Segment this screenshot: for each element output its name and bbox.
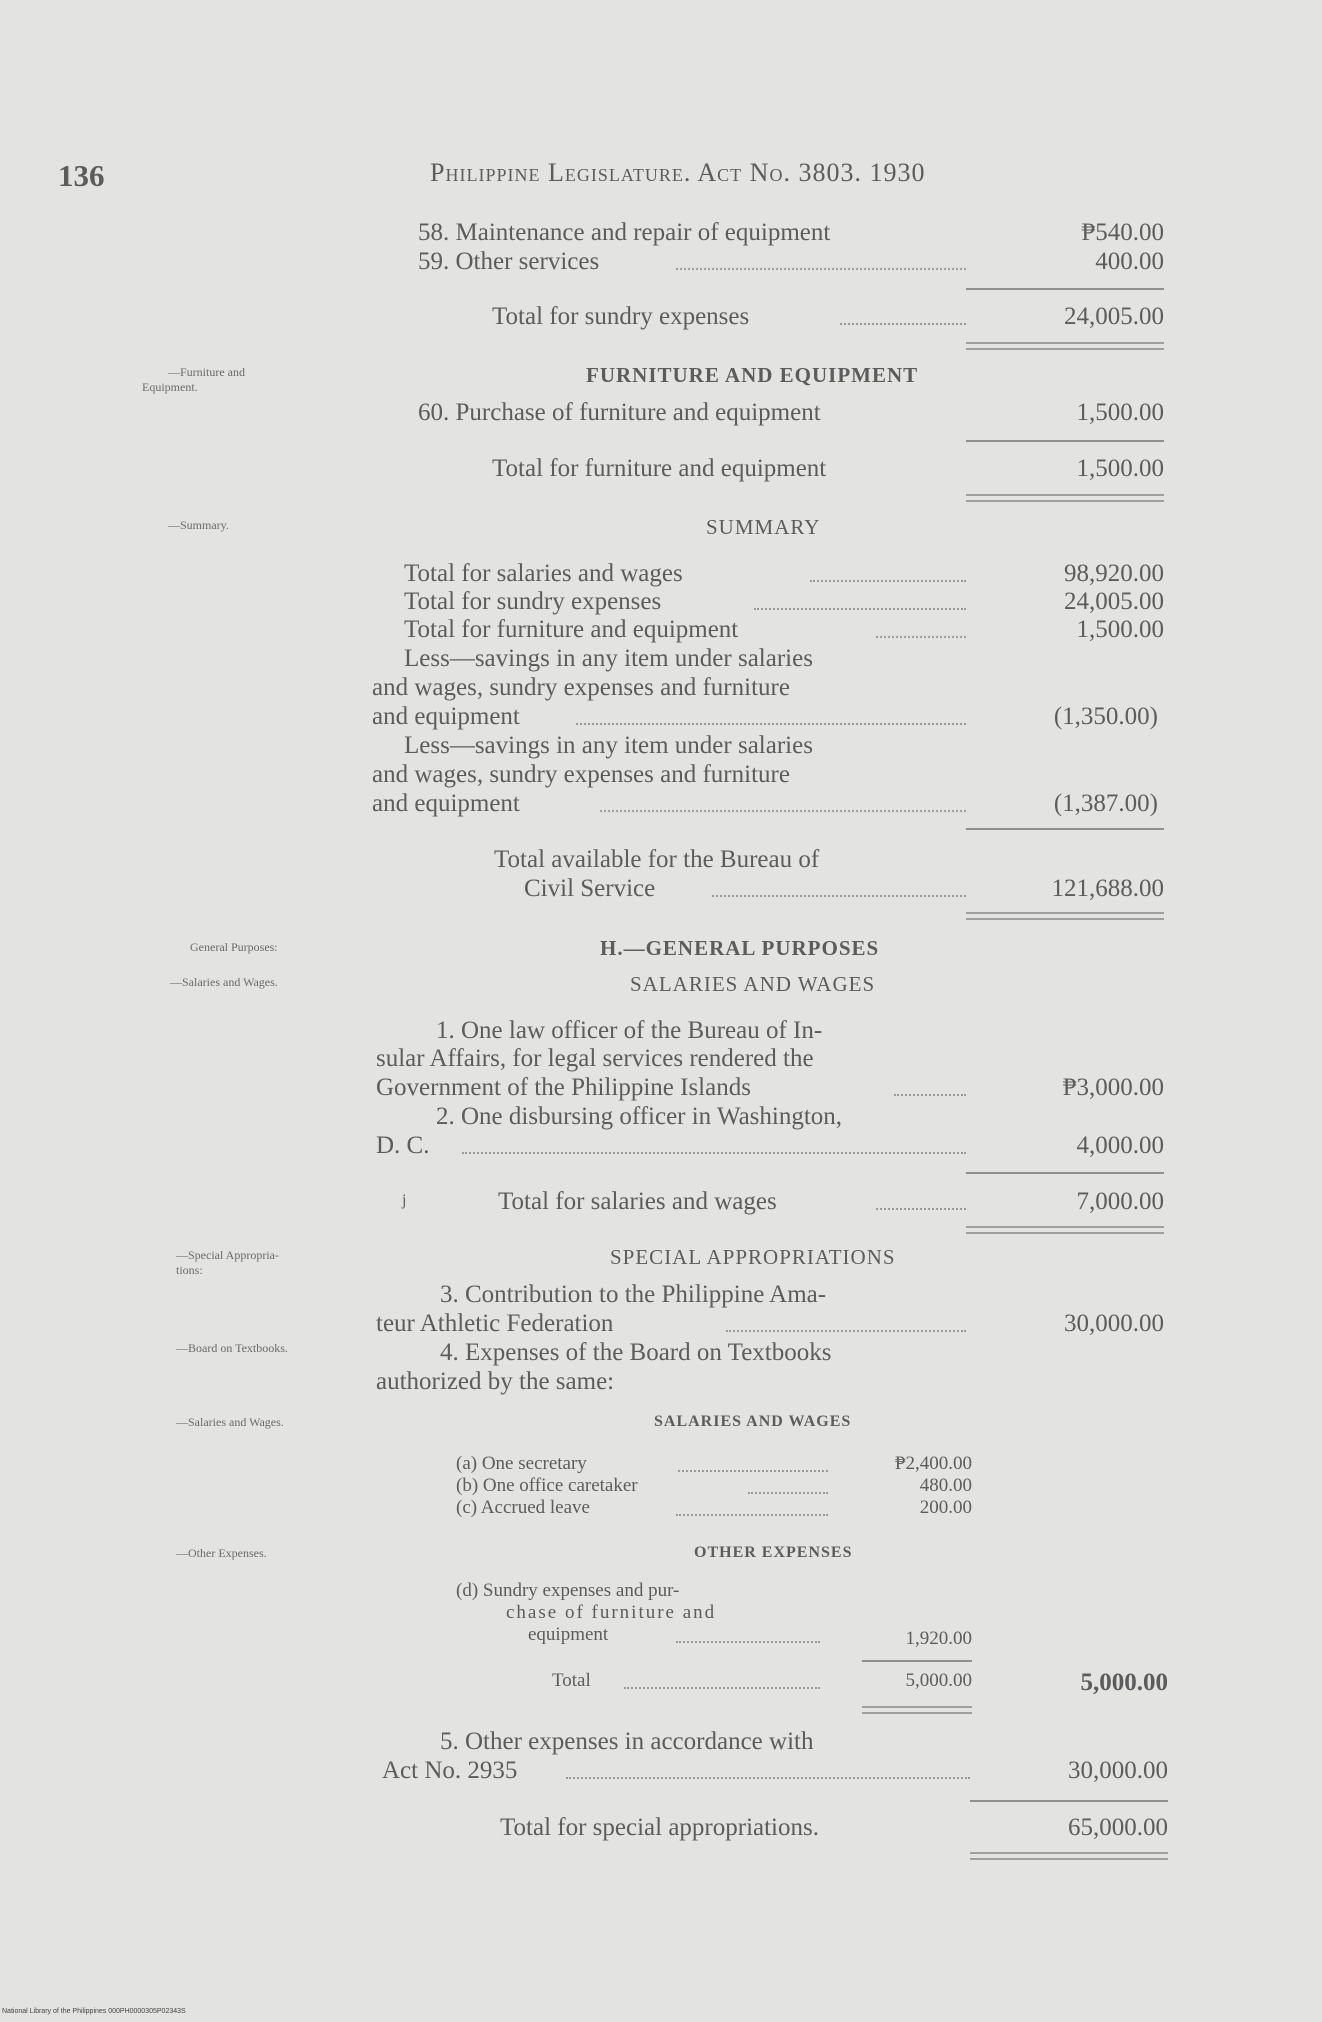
summary-less2-value: (1,387.00)	[1053, 790, 1158, 817]
total-sundry-label: Total for sundry expenses	[492, 303, 750, 330]
board-salaries-heading: SALARIES AND WAGES	[654, 1413, 852, 1430]
summary-less1-a: Less—savings in any item under salaries	[404, 645, 813, 672]
stray-mark: j	[402, 1192, 407, 1209]
summary-less1-c: and equipment	[372, 703, 520, 730]
summary-less2-c: and equipment	[372, 790, 520, 817]
margin-note-special-2: tions:	[176, 1263, 203, 1277]
margin-note-salaries-2: —Salaries and Wages.	[176, 1415, 284, 1429]
leader-dots	[678, 1470, 828, 1472]
summary-less1-b: and wages, sundry expenses and furniture	[372, 674, 790, 701]
general-item-1-value: ₱3,000.00	[1062, 1074, 1164, 1101]
sum-rule	[970, 1800, 1168, 1802]
leader-dots	[754, 608, 966, 610]
margin-note-general: General Purposes:	[190, 940, 278, 954]
summary-line-2: Total for sundry expenses	[404, 588, 662, 615]
leader-dots	[600, 810, 966, 812]
general-item-1-c: Government of the Philippine Islands	[376, 1074, 751, 1101]
board-item-d-b: chase of furniture and	[506, 1602, 717, 1623]
special-item-5-value: 30,000.00	[1068, 1757, 1168, 1784]
margin-note-furniture: —Furniture and	[168, 365, 245, 379]
summary-value-3: 1,500.00	[1076, 616, 1164, 643]
sum-rule	[966, 1172, 1164, 1174]
general-item-1-a: 1. One law officer of the Bureau of In-	[436, 1017, 823, 1044]
leader-dots	[876, 636, 966, 638]
special-item-3-b: teur Athletic Federation	[376, 1310, 614, 1337]
special-item-4-b: authorized by the same:	[376, 1368, 615, 1395]
general-total-value: 7,000.00	[1076, 1188, 1164, 1215]
leader-dots	[712, 895, 966, 897]
double-rule	[966, 494, 1164, 502]
general-item-2-b: D. C.	[376, 1132, 430, 1159]
summary-value-2: 24,005.00	[1064, 588, 1164, 615]
leader-dots	[840, 323, 966, 325]
summary-line-1: Total for salaries and wages	[404, 560, 683, 587]
summary-value-1: 98,920.00	[1064, 560, 1164, 587]
leader-dots	[894, 1094, 966, 1096]
board-total-outer: 5,000.00	[1080, 1669, 1168, 1696]
leader-dots	[676, 1514, 828, 1516]
general-item-1-b: sular Affairs, for legal services rendered the	[376, 1045, 814, 1072]
furniture-heading: FURNITURE AND EQUIPMENT	[586, 363, 919, 387]
leader-dots	[676, 268, 966, 270]
other-expenses-heading: OTHER EXPENSES	[694, 1544, 853, 1561]
summary-less2-b: and wages, sundry expenses and furniture	[372, 761, 790, 788]
general-heading: H.—GENERAL PURPOSES	[600, 936, 880, 960]
board-item-a: (a) One secretary	[456, 1453, 587, 1474]
sum-rule	[862, 1660, 972, 1662]
salaries-heading: SALARIES AND WAGES	[630, 972, 876, 996]
leader-dots	[624, 1687, 820, 1689]
leader-dots	[676, 1641, 820, 1643]
summary-avail-value: 121,688.00	[1051, 875, 1164, 902]
special-item-3-value: 30,000.00	[1064, 1310, 1164, 1337]
item-59-value: 400.00	[1095, 248, 1164, 275]
leader-dots	[576, 723, 966, 725]
total-furniture-label: Total for furniture and equipment	[492, 455, 827, 482]
double-rule	[970, 1852, 1168, 1860]
board-item-b: (b) One office caretaker	[456, 1475, 638, 1496]
double-rule	[862, 1706, 972, 1714]
margin-note-salaries: —Salaries and Wages.	[170, 975, 278, 989]
summary-heading: SUMMARY	[706, 515, 821, 539]
board-total-inner: 5,000.00	[905, 1670, 972, 1691]
margin-note-summary: —Summary.	[168, 518, 229, 532]
board-item-b-value: 480.00	[919, 1475, 972, 1496]
board-item-c-value: 200.00	[919, 1497, 972, 1518]
running-title: Philippine Legislature. Act No. 3803. 1930	[430, 158, 926, 187]
total-furniture-value: 1,500.00	[1076, 455, 1164, 482]
general-item-2-value: 4,000.00	[1076, 1132, 1164, 1159]
leader-dots	[462, 1152, 966, 1154]
general-item-2-a: 2. One disbursing officer in Washington,	[436, 1103, 843, 1130]
board-item-d-value: 1,920.00	[905, 1628, 972, 1649]
sum-rule	[966, 828, 1164, 830]
leader-dots	[566, 1777, 970, 1779]
double-rule	[966, 1226, 1164, 1234]
page-number: 136	[58, 158, 105, 193]
leader-dots	[876, 1208, 966, 1210]
special-heading: SPECIAL APPROPRIATIONS	[610, 1245, 896, 1269]
double-rule	[966, 342, 1164, 350]
special-item-3-a: 3. Contribution to the Philippine Ama-	[440, 1281, 827, 1308]
double-rule	[966, 912, 1164, 920]
board-total-label: Total	[552, 1670, 591, 1691]
general-total-label: Total for salaries and wages	[498, 1188, 777, 1215]
item-60-label: 60. Purchase of furniture and equipment	[418, 399, 821, 426]
footer-credit: National Library of the Philippines 000PH0000305P02343S	[2, 2008, 186, 2015]
leader-dots	[726, 1330, 966, 1332]
item-58-label: 58. Maintenance and repair of equipment	[418, 219, 831, 246]
summary-line-3: Total for furniture and equipment	[404, 616, 739, 643]
special-item-5-b: Act No. 2935	[382, 1757, 518, 1784]
margin-note-other-expenses: —Other Expenses.	[176, 1546, 267, 1560]
summary-avail-b: Civil Service	[524, 875, 656, 902]
special-grand-total-label: Total for special appropriations.	[500, 1814, 819, 1841]
summary-avail-a: Total available for the Bureau of	[494, 846, 820, 873]
margin-note-special: —Special Appropria-	[176, 1248, 279, 1262]
total-sundry-value: 24,005.00	[1064, 303, 1164, 330]
summary-less2-a: Less—savings in any item under salaries	[404, 732, 813, 759]
sum-rule	[966, 440, 1164, 442]
special-item-4-a: 4. Expenses of the Board on Textbooks	[440, 1339, 832, 1366]
margin-note-furniture-2: Equipment.	[142, 380, 198, 394]
leader-dots	[748, 1492, 828, 1494]
item-59-label: 59. Other services	[418, 248, 600, 275]
leader-dots	[810, 580, 966, 582]
item-58-value: ₱540.00	[1081, 219, 1164, 246]
margin-note-board: —Board on Textbooks.	[176, 1341, 288, 1355]
board-item-a-value: ₱2,400.00	[894, 1453, 972, 1474]
special-item-5-a: 5. Other expenses in accordance with	[440, 1728, 814, 1755]
board-item-c: (c) Accrued leave	[456, 1497, 590, 1518]
board-item-d-c: equipment	[528, 1624, 609, 1645]
special-grand-total-value: 65,000.00	[1068, 1814, 1168, 1841]
summary-less1-value: (1,350.00)	[1053, 703, 1158, 730]
sum-rule	[966, 288, 1164, 290]
item-60-value: 1,500.00	[1076, 399, 1164, 426]
board-item-d-a: (d) Sundry expenses and pur-	[456, 1580, 680, 1601]
